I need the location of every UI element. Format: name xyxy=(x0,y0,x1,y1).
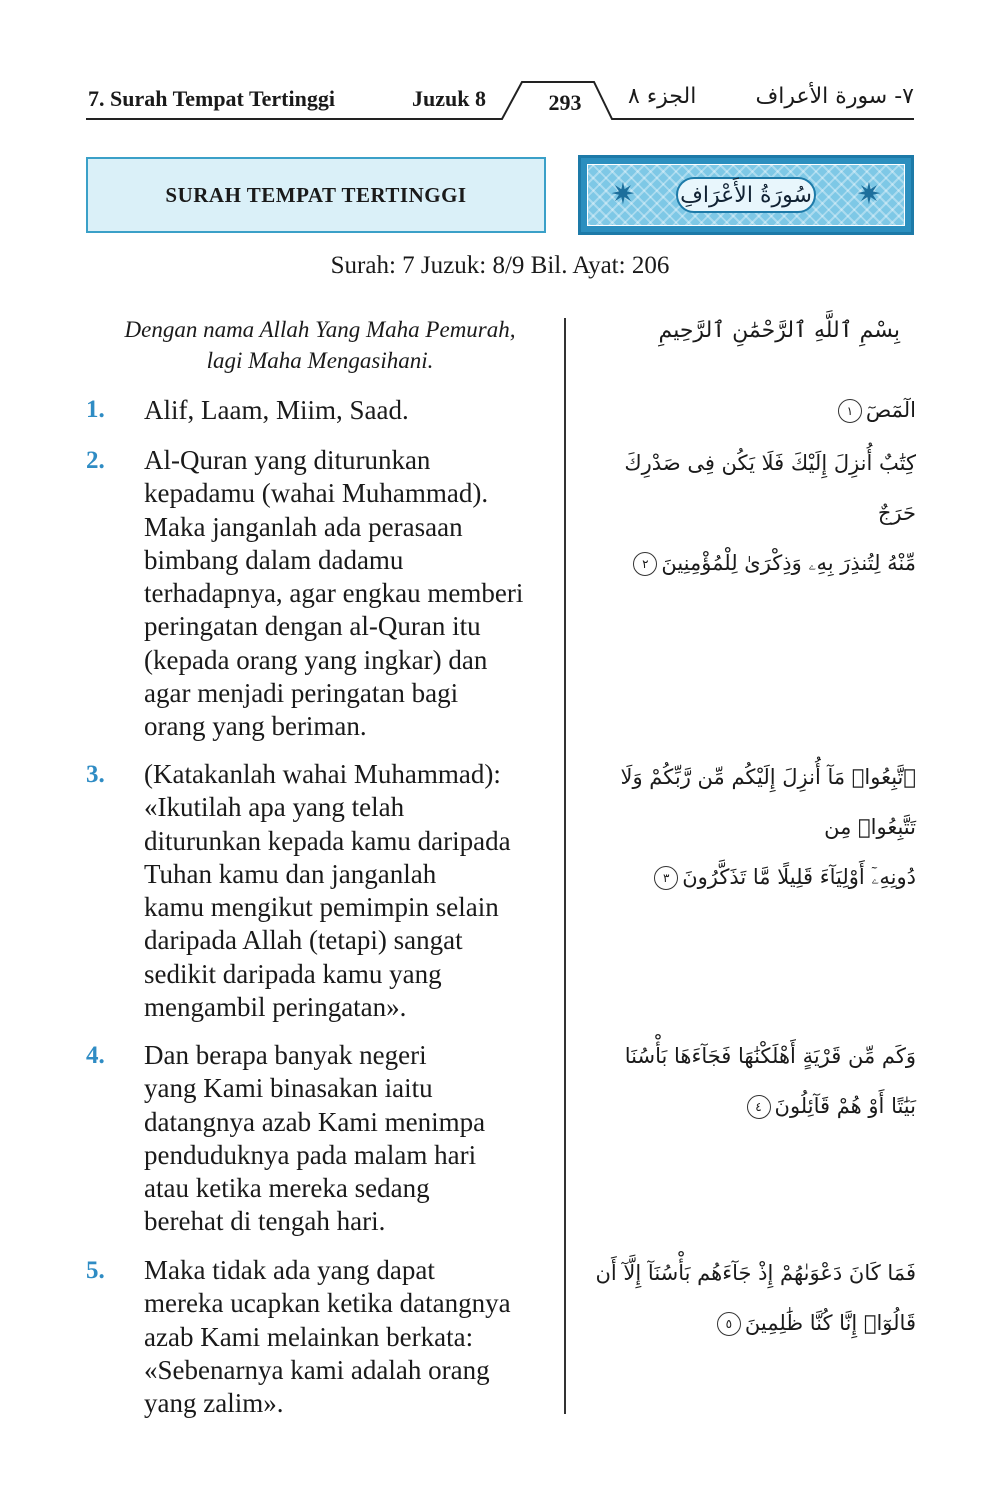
ayah-end-mark-icon: ٢ xyxy=(633,552,657,576)
verse-translation: Al-Quran yang diturunkan kepadamu (wahai Muhammad). Maka janganlah ada perasaan bimbang dalam dadamu terhadapnya, agar engkau memberi peringatan dengan al-Quran itu (kepada orang yang ingkar) dan agar menjadi peringatan bagi orang yang beriman. xyxy=(144,445,524,742)
verse-arabic xyxy=(586,438,916,588)
header-rule xyxy=(0,0,1000,130)
header-juz: Juzuk 8 xyxy=(412,86,486,111)
verse-arabic-text: كِتَٰبٌ أُنزِلَ إِلَيْكَ فَلَا يَكُن فِى صَدْرِكَ حَرَجٌ مِّنْهُ لِتُنذِرَ بِهِۦ وَذِكْرَىٰ لِلْمُؤْمِنِينَ xyxy=(624,451,916,575)
surah-arabic-title: سُورَةُ الأَعْرَافِ xyxy=(676,177,816,213)
header-surah-arabic: ٧- سورة الأعراف xyxy=(755,84,914,109)
verse-number: 3. xyxy=(86,761,105,788)
verse-number: 4. xyxy=(86,1042,105,1069)
ayah-end-mark-icon: ٥ xyxy=(717,1312,741,1336)
verse-arabic-text: وَكَم مِّن قَرْيَةٍ أَهْلَكْنَٰهَا فَجَآءَهَا بَأْسُنَا بَيَٰتًا أَوْ هُمْ قَآئِلُونَ xyxy=(624,1044,916,1118)
verse-number: 1. xyxy=(86,396,105,423)
star-ornament-icon: ✷ xyxy=(856,177,882,212)
verse-arabic xyxy=(586,1248,916,1348)
surah-title: SURAH TEMPAT TERTINGGI xyxy=(165,182,467,207)
ornament-pattern xyxy=(587,164,905,226)
verse-arabic xyxy=(586,752,916,902)
verse-arabic-text: فَمَا كَانَ دَعْوَىٰهُمْ إِذْ جَآءَهُم بَأْسُنَآ إِلَّآ أَن قَالُوٓا۟ إِنَّا كُنَّا ظَٰلِمِينَ xyxy=(595,1261,916,1335)
surah-title-box xyxy=(86,157,546,233)
ayah-end-mark-icon: ١ xyxy=(838,399,862,423)
verse-arabic xyxy=(586,385,916,435)
verse-translation: Alif, Laam, Miim, Saad. xyxy=(144,395,409,425)
basmala-translation: Dengan nama Allah Yang Maha Pemurah, lagi Maha Mengasihani. xyxy=(124,317,516,373)
verse-arabic-text: ٱتَّبِعُوا۟ مَآ أُنزِلَ إِلَيْكُم مِّن رَّبِّكُمْ وَلَا تَتَّبِعُوا۟ مِن دُونِهِۦٓ أَوْلِيَآءَ قَلِيلًا مَّا تَذَكَّرُونَ xyxy=(620,765,916,889)
verse-translation: (Katakanlah wahai Muhammad): «Ikutilah apa yang telah diturunkan kepada kamu daripada Tuhan kamu dan janganlah kamu mengikut pemimpin selain daripada Allah (tetapi) sangat sedikit daripada kamu yang mengambil peringatan». xyxy=(144,759,511,1023)
verse-arabic-text: الٓمٓصٓ xyxy=(865,398,916,422)
header-surah-name: 7. Surah Tempat Tertinggi xyxy=(88,86,335,111)
basmala-arabic: بِسْمِ ٱللَّهِ ٱلرَّحْمَٰنِ ٱلرَّحِيمِ xyxy=(658,318,900,343)
verse-arabic xyxy=(586,1031,916,1131)
verse-number: 5. xyxy=(86,1257,105,1284)
star-ornament-icon: ✷ xyxy=(610,177,636,212)
verse-translation: Dan berapa banyak negeri yang Kami binasakan iaitu datangnya azab Kami menimpa penduduknya pada malam hari atau ketika mereka sedang berehat di tengah hari. xyxy=(144,1040,486,1237)
ayah-end-mark-icon: ٣ xyxy=(654,866,678,890)
surah-ornament-banner xyxy=(578,155,914,235)
header-juz-arabic: الجزء ٨ xyxy=(628,84,697,109)
surah-meta: Surah: 7 Juzuk: 8/9 Bil. Ayat: 206 xyxy=(330,252,670,279)
ayah-end-mark-icon: ٤ xyxy=(747,1095,771,1119)
verse-translation: Maka tidak ada yang dapat mereka ucapkan ketika datangnya azab Kami melainkan berkata: «Sebenarnya kami adalah orang yang zalim». xyxy=(144,1255,511,1419)
page-number: 293 xyxy=(548,90,582,115)
verse-number: 2. xyxy=(86,447,105,474)
column-divider xyxy=(564,318,566,1414)
